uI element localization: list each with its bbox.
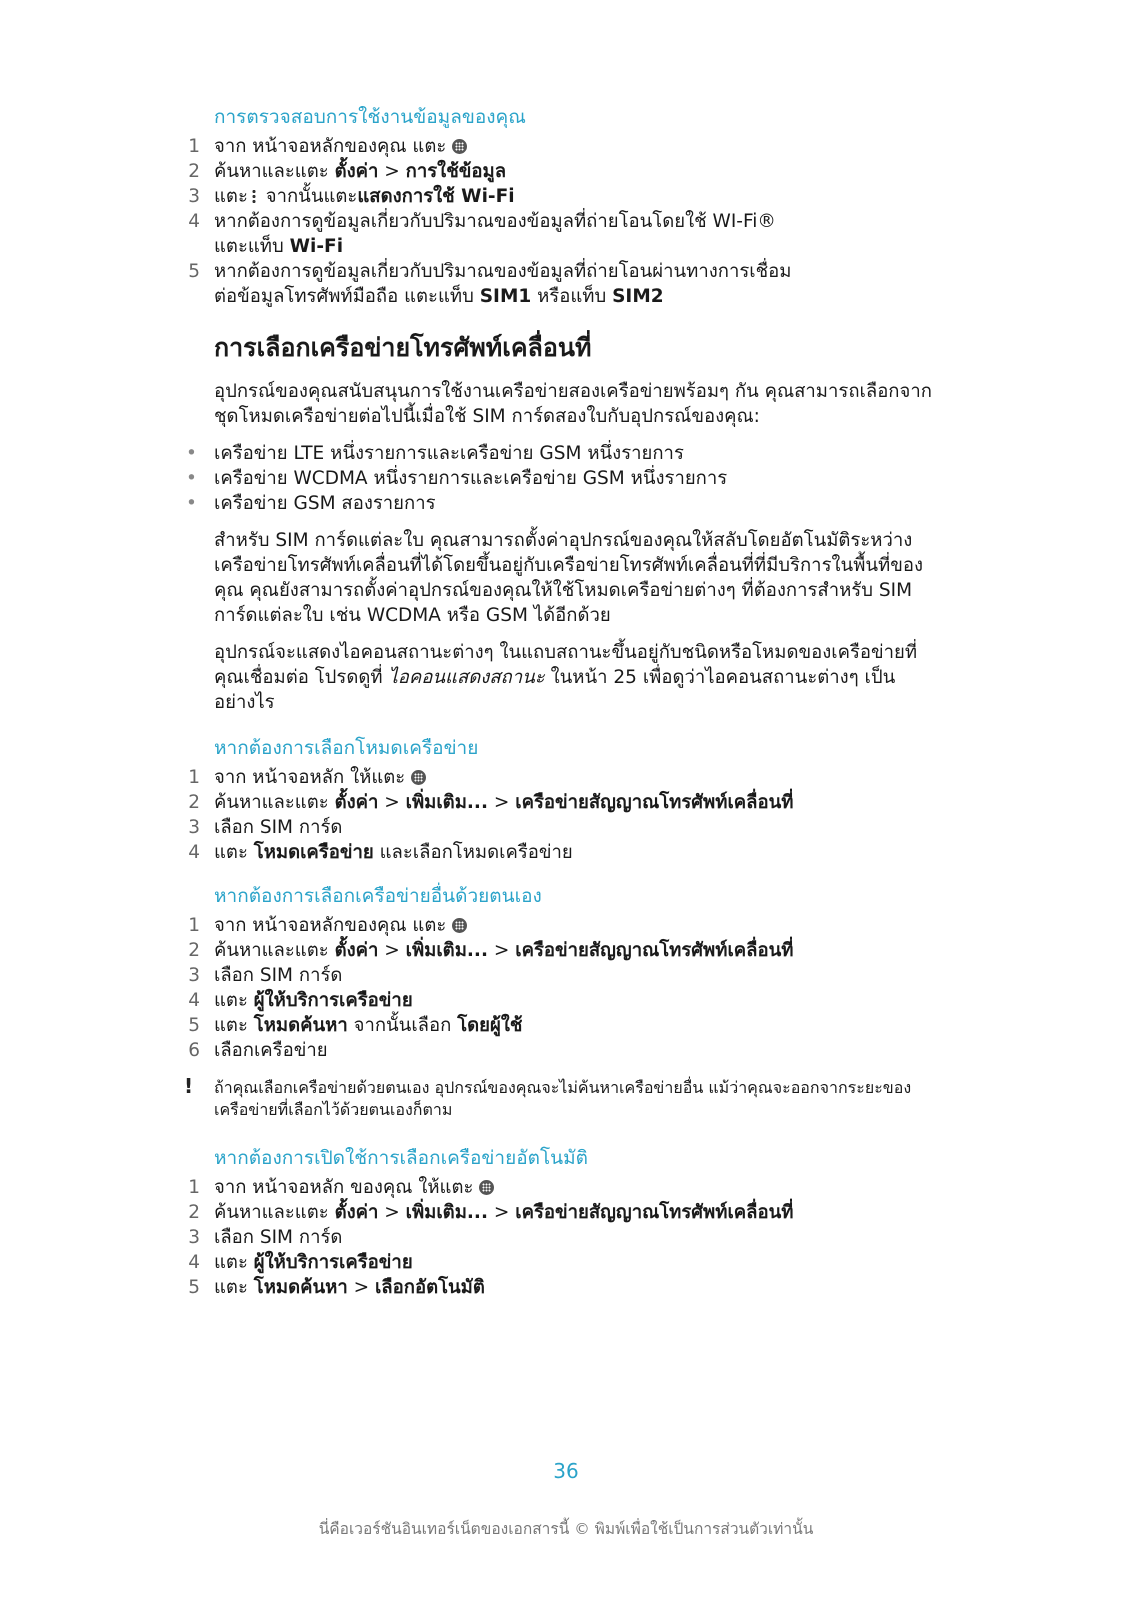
step-bold: เพิ่มเติม... bbox=[405, 1202, 488, 1223]
subheading-select-mode: หากต้องการเลือกโหมดเครือข่าย bbox=[214, 737, 479, 759]
list-item-text: เครือข่าย LTE หนึ่งรายการและเครือข่าย GSM หนึ่งรายการ bbox=[214, 443, 684, 464]
overflow-menu-icon bbox=[252, 189, 256, 203]
step-text: จาก หน้าจอหลักของคุณ แตะ bbox=[214, 136, 447, 157]
apps-grid-icon bbox=[452, 918, 467, 933]
step-text: จาก หน้าจอหลักของคุณ แตะ bbox=[214, 915, 447, 936]
step-bold: SIM2 bbox=[612, 286, 664, 307]
apps-grid-icon bbox=[452, 139, 467, 154]
step-text: จากนั้นเลือก bbox=[347, 1015, 458, 1036]
page-number: 36 bbox=[553, 1459, 579, 1483]
step-text: หรือแท็บ bbox=[531, 286, 613, 307]
step-text: หากต้องการดูข้อมูลเกี่ยวกับปริมาณของข้อมูลที่ถ่ายโอนผ่านทางการเชื่อม bbox=[214, 261, 792, 282]
step-number: 2 bbox=[188, 1202, 200, 1223]
step-sep: > bbox=[487, 940, 516, 961]
steps-check-usage bbox=[188, 134, 934, 309]
step bbox=[188, 1175, 934, 1200]
step-number: 3 bbox=[188, 186, 200, 207]
step-bold: โหมดค้นหา bbox=[253, 1015, 348, 1036]
step-number: 5 bbox=[188, 261, 200, 282]
apps-grid-icon bbox=[479, 1180, 494, 1195]
warning-icon: ! bbox=[184, 1074, 194, 1098]
step bbox=[188, 159, 934, 184]
paragraph-status-icons bbox=[214, 640, 934, 715]
step-number: 5 bbox=[188, 1015, 200, 1036]
step-text: แตะ bbox=[214, 1277, 254, 1298]
step-bold: ผู้ให้บริการเครือข่าย bbox=[253, 990, 413, 1011]
step bbox=[188, 134, 934, 159]
step-number: 1 bbox=[188, 767, 200, 788]
step-text: หากต้องการดูข้อมูลเกี่ยวกับปริมาณของข้อมูลที่ถ่ายโอนโดยใช้ WI-Fi® bbox=[214, 211, 776, 232]
step-text: แตะแท็บ bbox=[214, 236, 290, 257]
step bbox=[188, 963, 934, 988]
step-number: 4 bbox=[188, 211, 200, 232]
list-item-text: เครือข่าย WCDMA หนึ่งรายการและเครือข่าย GSM หนึ่งรายการ bbox=[214, 468, 728, 489]
step-bold: โหมดเครือข่าย bbox=[253, 842, 374, 863]
step-text: ค้นหาและแตะ bbox=[214, 792, 335, 813]
warning-note bbox=[184, 1074, 934, 1121]
step-bold: โดยผู้ใช้ bbox=[457, 1015, 523, 1036]
step bbox=[188, 765, 934, 790]
step-bold: โหมดค้นหา bbox=[253, 1277, 348, 1298]
step bbox=[188, 1250, 934, 1275]
subheading-check-usage: การตรวจสอบการใช้งานข้อมูลของคุณ bbox=[214, 106, 526, 128]
step-number: 1 bbox=[188, 915, 200, 936]
step-number: 4 bbox=[188, 990, 200, 1011]
bullet: • bbox=[186, 468, 197, 489]
para-text: ในหน้า 25 เพื่อดูว่าไอคอนสถานะต่างๆ เป็นอย่างไร bbox=[214, 667, 896, 713]
step-number: 4 bbox=[188, 1252, 200, 1273]
subheading-auto: หากต้องการเปิดใช้การเลือกเครือข่ายอัตโนมัติ bbox=[214, 1147, 589, 1169]
step-text: เลือกเครือข่าย bbox=[214, 1040, 328, 1061]
list-item bbox=[186, 466, 934, 491]
step-bold: เครือข่ายสัญญาณโทรศัพท์เคลื่อนที่ bbox=[515, 1202, 794, 1223]
step-bold: Wi-Fi bbox=[289, 236, 344, 257]
step bbox=[188, 209, 934, 259]
network-mode-list bbox=[186, 441, 934, 516]
paragraph-sim: สำหรับ SIM การ์ดแต่ละใบ คุณสามารถตั้งค่าอุปกรณ์ของคุณให้สลับโดยอัตโนมัติระหว่างเครือข่ายโทรศัพท์เคลื่อนที่ได้โดยขึ้นอยู่กับเครือข่ายโทรศัพท์เคลื่อนที่ที่มีบริการในพื้นที่ของคุณ คุณยังสามารถตั้งค่าอุปกรณ์ของคุณให้ใช้โหมดเครือข่ายต่างๆ ที่ต้องการสำหรับ SIM การ์ดแต่ละใบ เช่น WCDMA หรือ GSM ได้อีกด้วย bbox=[214, 530, 924, 626]
step-text: และเลือกโหมดเครือข่าย bbox=[373, 842, 573, 863]
step bbox=[188, 1275, 934, 1300]
step bbox=[188, 259, 934, 309]
step bbox=[188, 1225, 934, 1250]
step-bold: ตั้งค่า bbox=[334, 161, 379, 182]
step-text: เลือก SIM การ์ด bbox=[214, 965, 343, 986]
subheading-manual: หากต้องการเลือกเครือข่ายอื่นด้วยตนเอง bbox=[214, 885, 542, 907]
list-item-text: เครือข่าย GSM สองรายการ bbox=[214, 493, 436, 514]
step-number: 2 bbox=[188, 940, 200, 961]
step-text: ค้นหาและแตะ bbox=[214, 1202, 335, 1223]
step-text: ค้นหาและแตะ bbox=[214, 940, 335, 961]
step-text: เลือก SIM การ์ด bbox=[214, 1227, 343, 1248]
step-sep: > bbox=[487, 1202, 516, 1223]
step bbox=[188, 1013, 934, 1038]
bullet: • bbox=[186, 493, 197, 514]
steps-auto bbox=[188, 1175, 934, 1300]
step-text: เลือก SIM การ์ด bbox=[214, 817, 343, 838]
step bbox=[188, 790, 934, 815]
step bbox=[188, 815, 934, 840]
step-number: 2 bbox=[188, 161, 200, 182]
list-item bbox=[186, 441, 934, 466]
step-number: 1 bbox=[188, 1177, 200, 1198]
step-text: ค้นหาและแตะ bbox=[214, 161, 335, 182]
step-number: 6 bbox=[188, 1040, 200, 1061]
step-bold: แสดงการใช้ Wi-Fi bbox=[357, 186, 515, 207]
apps-grid-icon bbox=[411, 770, 426, 785]
page-content bbox=[184, 104, 934, 1314]
steps-select-mode bbox=[188, 765, 934, 865]
step-text: จาก หน้าจอหลัก ให้แตะ bbox=[214, 767, 406, 788]
step-bold: เลือกอัตโนมัติ bbox=[374, 1277, 485, 1298]
step-sep: > bbox=[487, 792, 516, 813]
step-sep: > bbox=[378, 1202, 406, 1223]
step-bold: เพิ่มเติม... bbox=[405, 792, 488, 813]
bullet: • bbox=[186, 443, 197, 464]
step-number: 3 bbox=[188, 817, 200, 838]
step bbox=[188, 840, 934, 865]
step-bold: การใช้ข้อมูล bbox=[405, 161, 507, 182]
step bbox=[188, 1038, 934, 1063]
step-number: 4 bbox=[188, 842, 200, 863]
step-number: 3 bbox=[188, 1227, 200, 1248]
step-bold: ตั้งค่า bbox=[334, 792, 379, 813]
step-text: แตะ bbox=[214, 186, 248, 207]
step bbox=[188, 988, 934, 1013]
note-text: ถ้าคุณเลือกเครือข่ายด้วยตนเอง อุปกรณ์ของคุณจะไม่ค้นหาเครือข่ายอื่น แม้ว่าคุณจะออกจากระยะของเครือข่ายที่เลือกไว้ด้วยตนเองก็ตาม bbox=[214, 1078, 912, 1119]
step-text: แตะ bbox=[214, 1015, 254, 1036]
step-sep: > bbox=[347, 1277, 375, 1298]
step-text: แตะ bbox=[214, 990, 254, 1011]
step-bold: เพิ่มเติม... bbox=[405, 940, 488, 961]
step bbox=[188, 1200, 934, 1225]
step-bold: ตั้งค่า bbox=[334, 1202, 379, 1223]
step-number: 5 bbox=[188, 1277, 200, 1298]
step-text: จากนั้นแตะ bbox=[259, 186, 358, 207]
step-text: แตะ bbox=[214, 842, 254, 863]
step-sep: > bbox=[378, 792, 406, 813]
step-text: จาก หน้าจอหลัก ของคุณ ให้แตะ bbox=[214, 1177, 474, 1198]
steps-manual bbox=[188, 913, 934, 1063]
step-text: แตะ bbox=[214, 1252, 254, 1273]
step-bold: เครือข่ายสัญญาณโทรศัพท์เคลื่อนที่ bbox=[515, 940, 794, 961]
step bbox=[188, 938, 934, 963]
para-text: อุปกรณ์จะแสดงไอคอนสถานะต่างๆ ในแถบสถานะขึ้นอยู่กับชนิดหรือโหมดของเครือข่ายที่คุณเชื่อมต่อ โปรดดูที่ bbox=[214, 642, 918, 688]
step-number: 2 bbox=[188, 792, 200, 813]
list-item bbox=[186, 491, 934, 516]
step-number: 3 bbox=[188, 965, 200, 986]
section-heading: การเลือกเครือข่ายโทรศัพท์เคลื่อนที่ bbox=[214, 333, 592, 362]
step-bold: ตั้งค่า bbox=[334, 940, 379, 961]
step bbox=[188, 913, 934, 938]
status-icons-link[interactable]: ไอคอนแสดงสถานะ bbox=[388, 667, 545, 688]
footer-note: นี่คือเวอร์ชันอินเทอร์เน็ตของเอกสารนี้ © พิมพ์เพื่อใช้เป็นการส่วนตัวเท่านั้น bbox=[318, 1520, 814, 1538]
step-text: ต่อข้อมูลโทรศัพท์มือถือ แตะแท็บ bbox=[214, 286, 480, 307]
paragraph-intro: อุปกรณ์ของคุณสนับสนุนการใช้งานเครือข่ายสองเครือข่ายพร้อมๆ กัน คุณสามารถเลือกจากชุดโหมดเครือข่ายต่อไปนี้เมื่อใช้ SIM การ์ดสองใบกับอุปกรณ์ของคุณ: bbox=[214, 381, 932, 427]
step-number: 1 bbox=[188, 136, 200, 157]
step-sep: > bbox=[378, 161, 406, 182]
step-bold: เครือข่ายสัญญาณโทรศัพท์เคลื่อนที่ bbox=[515, 792, 794, 813]
step-bold: ผู้ให้บริการเครือข่าย bbox=[253, 1252, 413, 1273]
step-bold: SIM1 bbox=[479, 286, 532, 307]
step bbox=[188, 184, 934, 209]
step-sep: > bbox=[378, 940, 406, 961]
